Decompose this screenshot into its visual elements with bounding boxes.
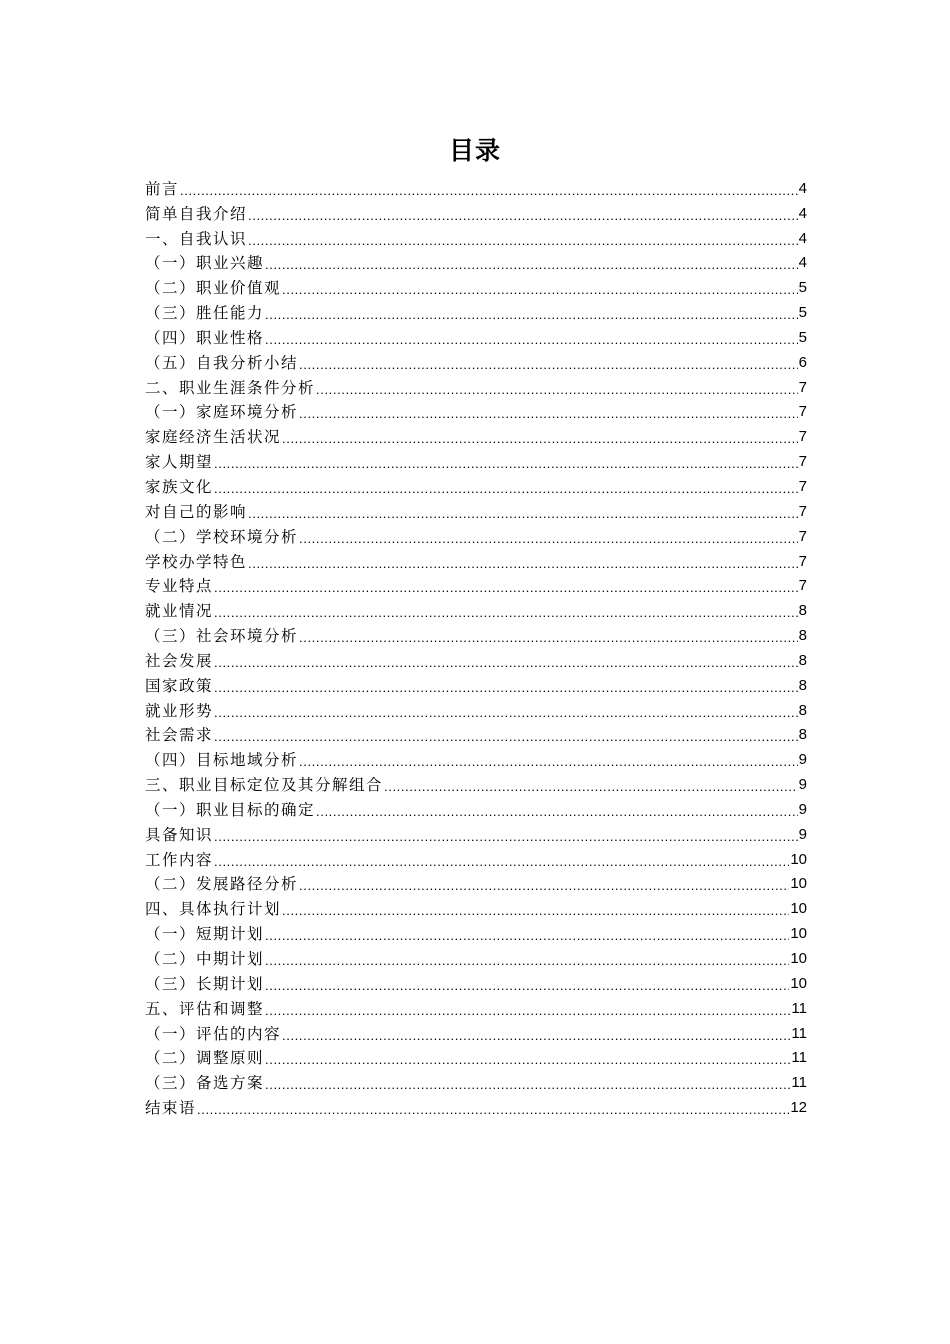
toc-dot-leader bbox=[299, 874, 789, 894]
toc-entry-page-number: 10 bbox=[790, 950, 807, 967]
toc-entry-page-number: 10 bbox=[790, 925, 807, 943]
toc-entry-page-number: 4 bbox=[798, 179, 807, 197]
toc-entry-label: 社会发展 bbox=[145, 651, 214, 670]
toc-entry[interactable] bbox=[145, 373, 807, 398]
toc-entry[interactable] bbox=[145, 447, 807, 472]
toc-entry-label: （三）长期计划 bbox=[145, 974, 265, 993]
toc-entry[interactable] bbox=[145, 870, 807, 895]
toc-entry[interactable] bbox=[145, 572, 807, 597]
toc-entry-page-number: 9 bbox=[798, 776, 807, 794]
toc-entry-page-number: 10 bbox=[790, 875, 807, 893]
toc-dot-leader bbox=[214, 651, 798, 671]
toc-entry[interactable] bbox=[145, 596, 807, 621]
toc-entry[interactable] bbox=[145, 348, 807, 373]
toc-entry[interactable] bbox=[145, 224, 807, 249]
toc-entry[interactable] bbox=[145, 398, 807, 423]
toc-entry-label: （二）调整原则 bbox=[145, 1049, 265, 1068]
toc-entry-page-number: 7 bbox=[798, 502, 807, 520]
toc-entry-label: （三）备选方案 bbox=[145, 1074, 265, 1093]
toc-entry[interactable] bbox=[145, 422, 807, 447]
toc-dot-leader bbox=[265, 253, 798, 273]
toc-entry[interactable] bbox=[145, 845, 807, 870]
toc-dot-leader bbox=[299, 353, 798, 373]
toc-entry[interactable] bbox=[145, 174, 807, 199]
toc-entry[interactable] bbox=[145, 472, 807, 497]
toc-entry-page-number: 5 bbox=[798, 304, 807, 322]
toc-entry[interactable] bbox=[145, 721, 807, 746]
toc-entry-label: 社会需求 bbox=[145, 726, 214, 745]
toc-entry-page-number: 4 bbox=[798, 204, 807, 222]
toc-entry-label: 前言 bbox=[145, 179, 180, 198]
toc-entry[interactable] bbox=[145, 497, 807, 522]
toc-dot-leader bbox=[265, 949, 789, 969]
toc-entry-label: （五）自我分析小结 bbox=[145, 353, 299, 372]
toc-dot-leader bbox=[214, 601, 798, 621]
toc-entry-page-number: 7 bbox=[798, 453, 807, 471]
toc-dot-leader bbox=[214, 725, 798, 745]
toc-entry-page-number: 4 bbox=[798, 254, 807, 272]
toc-dot-leader bbox=[248, 502, 798, 522]
toc-entry-label: （二）发展路径分析 bbox=[145, 875, 299, 894]
toc-dot-leader bbox=[282, 278, 798, 298]
toc-entry[interactable] bbox=[145, 919, 807, 944]
toc-entry-label: 四、具体执行计划 bbox=[145, 900, 282, 919]
toc-dot-leader bbox=[299, 402, 798, 422]
toc-entry[interactable] bbox=[145, 1093, 807, 1118]
toc-entry-label: 五、评估和调整 bbox=[145, 999, 265, 1018]
toc-dot-leader bbox=[248, 204, 798, 224]
toc-entry[interactable] bbox=[145, 1068, 807, 1093]
toc-dot-leader bbox=[384, 775, 798, 795]
toc-entry[interactable] bbox=[145, 944, 807, 969]
toc-entry-page-number: 10 bbox=[790, 974, 807, 992]
toc-entry-page-number: 9 bbox=[798, 800, 807, 818]
toc-dot-leader bbox=[214, 477, 798, 497]
toc-entry-page-number: 8 bbox=[798, 627, 807, 645]
toc-entry-label: 就业形势 bbox=[145, 701, 214, 720]
toc-dot-leader bbox=[265, 1073, 790, 1093]
toc-dot-leader bbox=[282, 1024, 790, 1044]
toc-entry-label: （二）中期计划 bbox=[145, 950, 265, 968]
toc-entry[interactable] bbox=[145, 273, 807, 298]
toc-entry[interactable] bbox=[145, 770, 807, 795]
toc-entry-page-number: 10 bbox=[790, 850, 807, 868]
toc-entry-label: （一）职业目标的确定 bbox=[145, 800, 316, 819]
toc-entry-label: 专业特点 bbox=[145, 577, 214, 596]
toc-dot-leader bbox=[282, 427, 798, 447]
toc-entry-label: 二、职业生涯条件分析 bbox=[145, 378, 316, 397]
toc-entry-label: 具备知识 bbox=[145, 825, 214, 844]
toc-dot-leader bbox=[282, 899, 789, 919]
toc-entry[interactable] bbox=[145, 969, 807, 994]
toc-entry-page-number: 7 bbox=[798, 403, 807, 421]
toc-entry-label: 家人期望 bbox=[145, 453, 214, 472]
toc-entry-page-number: 9 bbox=[798, 825, 807, 843]
toc-entry-label: （三）社会环境分析 bbox=[145, 627, 299, 646]
toc-dot-leader bbox=[316, 378, 798, 398]
toc-entry-label: （三）胜任能力 bbox=[145, 304, 265, 323]
toc-dot-leader bbox=[299, 750, 798, 770]
toc-entry-page-number: 11 bbox=[791, 1074, 807, 1092]
toc-entry[interactable] bbox=[145, 621, 807, 646]
toc-dot-leader bbox=[214, 676, 798, 696]
toc-entry-label: （二）学校环境分析 bbox=[145, 527, 299, 546]
toc-entry-page-number: 8 bbox=[798, 701, 807, 719]
toc-entry[interactable] bbox=[145, 994, 807, 1019]
toc-entry-label: 家庭经济生活状况 bbox=[145, 428, 282, 447]
toc-entry-label: （一）短期计划 bbox=[145, 925, 265, 944]
toc-entry-page-number: 7 bbox=[798, 552, 807, 570]
toc-entry-label: 对自己的影响 bbox=[145, 502, 248, 521]
toc-entry-page-number: 10 bbox=[790, 900, 807, 918]
toc-entry-label: 家族文化 bbox=[145, 477, 214, 496]
toc-dot-leader bbox=[248, 229, 798, 249]
toc-dot-leader bbox=[265, 303, 798, 323]
toc-entry-label: 学校办学特色 bbox=[145, 552, 248, 571]
toc-entry-page-number: 7 bbox=[798, 378, 807, 396]
toc-entry-page-number: 6 bbox=[798, 353, 807, 371]
toc-entry-label: 就业情况 bbox=[145, 602, 214, 621]
toc-dot-leader bbox=[299, 527, 798, 547]
toc-dot-leader bbox=[299, 626, 798, 646]
toc-entry-page-number: 11 bbox=[791, 1049, 807, 1067]
toc-entry-label: （一）家庭环境分析 bbox=[145, 403, 299, 422]
toc-entry[interactable] bbox=[145, 323, 807, 348]
toc-dot-leader bbox=[197, 1098, 789, 1118]
toc-entry-label: （四）职业性格 bbox=[145, 328, 265, 347]
toc-entry[interactable] bbox=[145, 795, 807, 820]
toc-entry-label: （一）职业兴趣 bbox=[145, 254, 265, 273]
toc-entry[interactable] bbox=[145, 1019, 807, 1044]
toc-entry-page-number: 7 bbox=[798, 428, 807, 446]
toc-entry-page-number: 8 bbox=[798, 726, 807, 744]
toc-dot-leader bbox=[248, 552, 798, 572]
toc-entry-label: 国家政策 bbox=[145, 676, 214, 695]
toc-entry-label: 三、职业目标定位及其分解组合 bbox=[145, 776, 384, 795]
toc-entry-label: （一）评估的内容 bbox=[145, 1024, 282, 1043]
toc-entry[interactable] bbox=[145, 671, 807, 696]
toc-entry[interactable] bbox=[145, 1044, 807, 1069]
toc-entry-page-number: 8 bbox=[798, 676, 807, 694]
toc-entry[interactable] bbox=[145, 547, 807, 572]
toc-dot-leader bbox=[214, 850, 789, 870]
toc-entry-page-number: 5 bbox=[798, 328, 807, 346]
toc-entry-page-number: 8 bbox=[798, 602, 807, 620]
toc-entry-label: （四）目标地域分析 bbox=[145, 751, 299, 770]
toc-dot-leader bbox=[265, 1048, 790, 1068]
toc-entry-page-number: 7 bbox=[798, 527, 807, 545]
toc-entry[interactable] bbox=[145, 745, 807, 770]
toc-dot-leader bbox=[214, 825, 798, 845]
toc-entry[interactable] bbox=[145, 522, 807, 547]
toc-entry-page-number: 4 bbox=[798, 229, 807, 247]
toc-entry[interactable] bbox=[145, 298, 807, 323]
toc-entry-label: 简单自我介绍 bbox=[145, 204, 248, 223]
toc-entry[interactable] bbox=[145, 249, 807, 274]
toc-dot-leader bbox=[265, 328, 798, 348]
toc-dot-leader bbox=[180, 179, 798, 199]
toc-entry-page-number: 7 bbox=[798, 477, 807, 495]
toc-entry[interactable] bbox=[145, 820, 807, 845]
toc-entry[interactable] bbox=[145, 646, 807, 671]
toc-entry-page-number: 9 bbox=[798, 751, 807, 769]
toc-entry-label: 结束语 bbox=[145, 1099, 197, 1118]
toc-dot-leader bbox=[265, 924, 789, 944]
toc-entry-page-number: 5 bbox=[798, 279, 807, 297]
toc-dot-leader bbox=[265, 999, 790, 1019]
toc-dot-leader bbox=[316, 800, 798, 820]
toc-entry-page-number: 8 bbox=[798, 651, 807, 669]
toc-entry-label: 一、自我认识 bbox=[145, 229, 248, 248]
toc-entry-label: 工作内容 bbox=[145, 850, 214, 869]
toc-entry-page-number: 7 bbox=[798, 577, 807, 595]
toc-dot-leader bbox=[214, 452, 798, 472]
toc-title: 目录 bbox=[448, 136, 501, 165]
toc-entry-page-number: 11 bbox=[791, 1024, 807, 1042]
toc-entry[interactable] bbox=[145, 199, 807, 224]
toc-entry-label: （二）职业价值观 bbox=[145, 279, 282, 298]
toc-dot-leader bbox=[214, 576, 798, 596]
toc-dot-leader bbox=[214, 701, 798, 721]
toc-entry-page-number: 11 bbox=[791, 999, 807, 1017]
table-of-contents bbox=[145, 174, 807, 1118]
toc-entry[interactable] bbox=[145, 894, 807, 919]
toc-entry-page-number: 12 bbox=[790, 1099, 807, 1117]
toc-dot-leader bbox=[265, 974, 789, 994]
toc-entry[interactable] bbox=[145, 696, 807, 721]
